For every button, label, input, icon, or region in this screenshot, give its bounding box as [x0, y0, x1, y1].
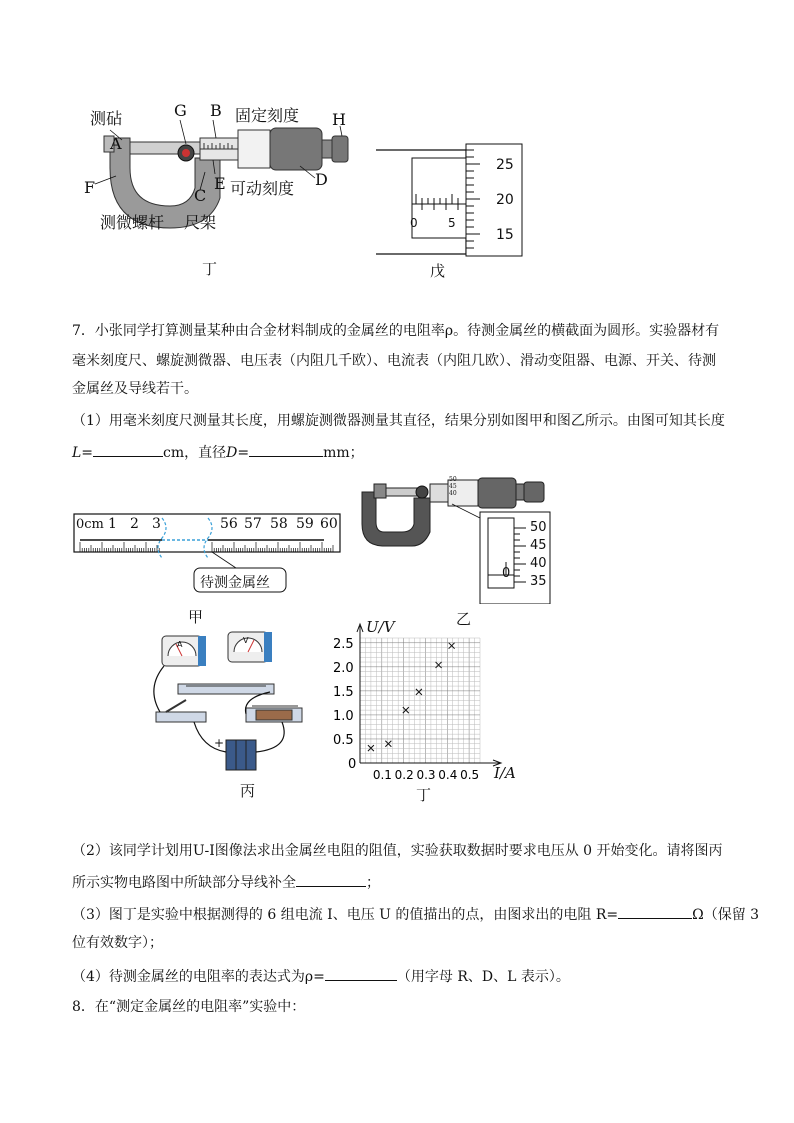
- label-e: E: [214, 174, 226, 193]
- figure-circuit: [142, 628, 312, 804]
- q7-part3-text-a: （3）图丁是实验中根据测得的 6 组电流 I、电压 U 的值描出的点，由图求出的电阻 R=: [72, 907, 619, 923]
- label-f: F: [84, 178, 96, 197]
- yi-small-45: 45: [449, 483, 457, 490]
- ruler-2: 2: [130, 516, 139, 532]
- label-spindle: 测微螺杆: [100, 213, 165, 232]
- x-tick-label: 0.1: [372, 768, 392, 782]
- caption-jia: 甲: [188, 608, 204, 626]
- y-tick-label: 1.5: [333, 684, 354, 700]
- chart-ylabel: U/V: [366, 618, 395, 636]
- ruler-1: 1: [108, 516, 117, 532]
- ruler-0cm: 0cm: [76, 517, 104, 532]
- x-tick-label: 0.4: [438, 768, 458, 782]
- q7-part1-L: L=: [72, 445, 94, 461]
- ruler-56: 56: [220, 516, 238, 532]
- answer-blank-circuit[interactable]: [296, 872, 366, 887]
- ui-chart-svg: [330, 618, 530, 788]
- wu-sleeve-5: 5: [448, 216, 456, 230]
- y-tick-label: 0.5: [333, 732, 354, 748]
- wire-label: 待测金属丝: [200, 575, 270, 591]
- q7-part4-text-a: （4）待测金属丝的电阻率的表达式为ρ=: [72, 969, 325, 985]
- caption-bing: 丙: [240, 782, 256, 800]
- answer-blank-diameter[interactable]: [249, 442, 323, 457]
- caption-yi: 乙: [456, 610, 472, 628]
- answer-blank-length[interactable]: [93, 442, 163, 457]
- figure-ruler: [72, 508, 352, 628]
- origin-label: 0: [348, 757, 357, 772]
- label-fixed-scale: 固定刻度: [235, 106, 300, 125]
- figure-ui-chart: [330, 618, 530, 808]
- ruler-59: 59: [296, 516, 314, 532]
- q7-part1-line2: [72, 442, 364, 462]
- label-h: H: [332, 110, 346, 129]
- x-tick-label: 0.5: [460, 768, 480, 782]
- yi-sleeve-0: 0: [502, 566, 511, 581]
- circuit-ammeter-label: A: [177, 640, 183, 649]
- circuit-plus-label: +: [214, 736, 225, 750]
- ruler-60: 60: [320, 516, 338, 532]
- caption-ding-chart: 丁: [416, 786, 432, 804]
- figure-micrometer-parts: [70, 98, 370, 283]
- chart-xlabel: I/A: [494, 764, 516, 782]
- q7-stem-line2: 毫米刻度尺、螺旋测微器、电压表（内阻几千欧）、电流表（内阻几欧）、滑动变阻器、电源、开关、待测: [72, 353, 716, 369]
- y-tick-label: 1.0: [333, 708, 354, 724]
- yi-small-50: 50: [449, 476, 457, 483]
- yi-thimble-50: 50: [530, 520, 547, 535]
- q7-part3-line2: 位有效数字）；: [72, 935, 163, 951]
- q7-part2-line1: （2）该同学计划用U-I图像法求出金属丝电阻的阻值，实验获取数据时要求电压从 0 开始变化。请将图丙: [72, 843, 723, 859]
- label-c: C: [194, 186, 207, 205]
- q7-number: 7．: [72, 323, 95, 339]
- q7-part1-mid: cm，直径: [163, 445, 227, 461]
- yi-thimble-45: 45: [530, 538, 547, 553]
- circuit-drawing: [142, 628, 312, 778]
- ruler-58: 58: [270, 516, 288, 532]
- q7-part4-text-b: （用字母 R、D、L 表示）。: [396, 969, 570, 985]
- wu-thimble-15: 15: [496, 227, 514, 243]
- q7-stem-text1: 小张同学打算测量某种由合金材料制成的金属丝的电阻率ρ。待测金属丝的横截面为圆形。实验器材有: [94, 323, 720, 339]
- wu-thimble-25: 25: [496, 157, 514, 173]
- label-anvil: 测砧: [90, 109, 123, 128]
- q7-part2-end: ；: [366, 875, 380, 891]
- wu-sleeve-0: 0: [410, 216, 418, 230]
- circuit-voltmeter-label: V: [243, 636, 249, 645]
- q7-part4-line: [72, 966, 570, 986]
- q7-part1-end: mm；: [323, 445, 364, 461]
- q7-stem-line1: [72, 322, 719, 340]
- ruler-57: 57: [244, 516, 262, 532]
- yi-small-40: 40: [449, 490, 457, 497]
- label-a: A: [110, 134, 122, 153]
- y-tick-label: 2.0: [333, 660, 354, 676]
- label-b: B: [210, 101, 222, 120]
- q7-part3-text-b: Ω（保留 3: [692, 907, 760, 923]
- q7-part1-line1: （1）用毫米刻度尺测量其长度，用螺旋测微器测量其直径，结果分别如图甲和图乙所示。由图可知其长度: [72, 413, 725, 429]
- x-tick-label: 0.2: [394, 768, 414, 782]
- caption-ding-top: 丁: [202, 260, 218, 278]
- figure-micrometer-reading: [372, 140, 532, 280]
- label-d: D: [315, 170, 328, 189]
- caption-wu: 戊: [430, 262, 446, 280]
- data-point: [416, 689, 422, 695]
- q8-stem: 8．在“测定金属丝的电阻率”实验中：: [72, 999, 306, 1015]
- label-movable-scale: 可动刻度: [230, 179, 295, 198]
- q7-stem-line3: 金属丝及导线若干。: [72, 381, 198, 397]
- q7-part1-D: D=: [226, 445, 250, 461]
- label-frame: 尺架: [184, 213, 217, 232]
- wu-thimble-20: 20: [496, 192, 514, 208]
- figure-micrometer-yi: [352, 474, 552, 626]
- ruler-3: 3: [152, 516, 161, 532]
- q7-part2-text: 所示实物电路图中所缺部分导线补全: [72, 875, 296, 891]
- answer-blank-resistivity[interactable]: [325, 966, 397, 981]
- x-tick-label: 0.3: [416, 768, 436, 782]
- q7-part3-line1: [72, 904, 759, 924]
- q7-part2-line2: [72, 872, 380, 892]
- y-tick-label: 2.5: [333, 636, 354, 652]
- label-g: G: [174, 101, 187, 120]
- answer-blank-resistance[interactable]: [618, 904, 692, 919]
- yi-thimble-40: 40: [530, 556, 547, 571]
- yi-thimble-35: 35: [530, 574, 547, 589]
